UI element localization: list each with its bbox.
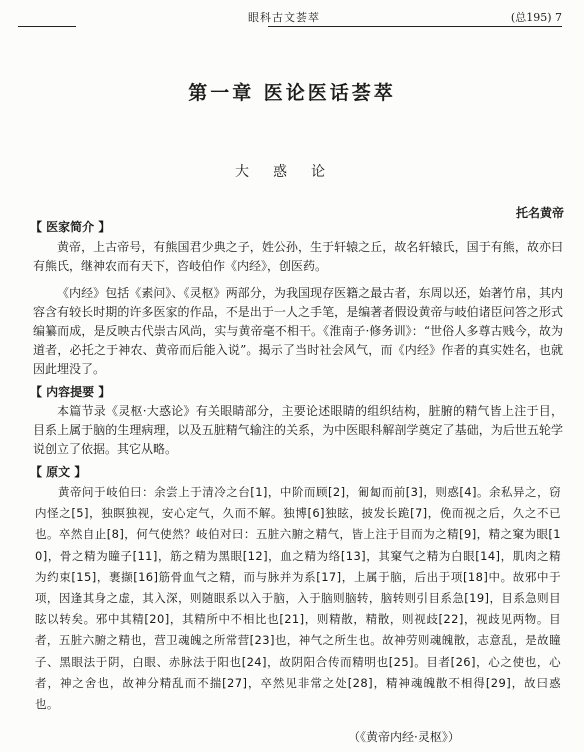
author-intro-paragraph-1: 黄帝，上古帝号，有熊国君少典之子，姓公孙，生于轩辕之丘，故名轩辕氏，国于有熊，故亦曰有熊氏，继神农而有天下，咨岐伯作《内经》，创医药。 xyxy=(33,240,563,273)
page-number: (总195) 7 xyxy=(510,11,562,24)
original-text-paragraph: 黄帝问于岐伯曰：余尝上于清冷之台[1]，中阶而顾[2]，匍匐而前[3]，则惑[4]。余私异之，窃内怪之[5]，独瞑独视，安心定气，久而不解。独博[6]独眩，披发长跪[7]，俛而视之后，久之不已也。卒然自止[8]，何气使然？岐伯对曰：五脏六腑之精气，皆上注于目而为之精[9]，精之窠为眼[10]，骨之精为瞳子[11]，筋之精为黑眼[12]，血之精为络[13]，其窠气之精为白眼[14]，肌肉之精为约束[15]，裹撷[16]筋骨血气之精，而与脉并为系[17]，上属于脑，后出于项[18]中。故邪中于项，因逢其身之虚，其入深，则随眼系以入于脑，入于脑则脑转，脑转则引目系急[19]，目系急则目眩以转矣。邪中其精[20]，其精所中不相比也[21]，则精散，精散，则视歧[22]，视歧见两物。目者，五脏六腑之精也，营卫魂魄之所常营[23]也，神气之所生也。故神劳则魂魄散，志意乱，是故瞳子、黑眼法于阴，白眼、赤脉法于阳也[24]，故阴阳合传而精明也[25]。目者[26]，心之使也，心者，神之舍也，故神分精乱而不揣[27]，卒然见非常之处[28]，精神魂魄散不相得[29]，故曰惑也。 xyxy=(35,485,561,712)
section-heading-summary: 【 内容提要 】 xyxy=(30,385,111,399)
running-header xyxy=(0,0,584,28)
author-attribution: 托名黄帝 xyxy=(515,206,564,220)
header-rule-main xyxy=(268,26,562,27)
article-title: 大惑论 xyxy=(235,164,349,180)
summary-paragraph: 本篇节录《灵枢·大惑论》有关眼睛部分，主要论述眼睛的组织结构，脏腑的精气皆上注于目，目系上属于脑的生理病理，以及五脏精气输注的关系，为中医眼科解剖学奠定了基础，为后世五轮学说创立了依据。其它从略。 xyxy=(33,404,563,456)
section-heading-author-intro: 【 医家简介 】 xyxy=(30,220,111,234)
author-intro-paragraph-2: 《内经》包括《素问》、《灵枢》两部分，为我国现存医籍之最古者，东周以还，始著竹帛，其内容含有较长时期的许多医家的作品，不是出于一人之手笔，是编著者假设黄帝与岐伯诸臣问答之形式编纂而成，是反映古代崇古风尚，实与黄帝毫不相干。《淮南子·修务训》：“世俗人多尊古贱今，故为道者，必托之于神农、黄帝而后能入说”。揭示了当时社会风气，而《内经》作者的真实姓名，也就因此埋没了。 xyxy=(33,286,563,376)
source-citation: （《黄帝内经·灵枢》） xyxy=(348,730,460,744)
chapter-title: 第一章 医论医话荟萃 xyxy=(188,82,396,104)
running-header-title: 眼科古文荟萃 xyxy=(248,11,320,24)
header-rule-left xyxy=(18,26,76,27)
section-heading-original: 【 原文 】 xyxy=(30,465,87,479)
